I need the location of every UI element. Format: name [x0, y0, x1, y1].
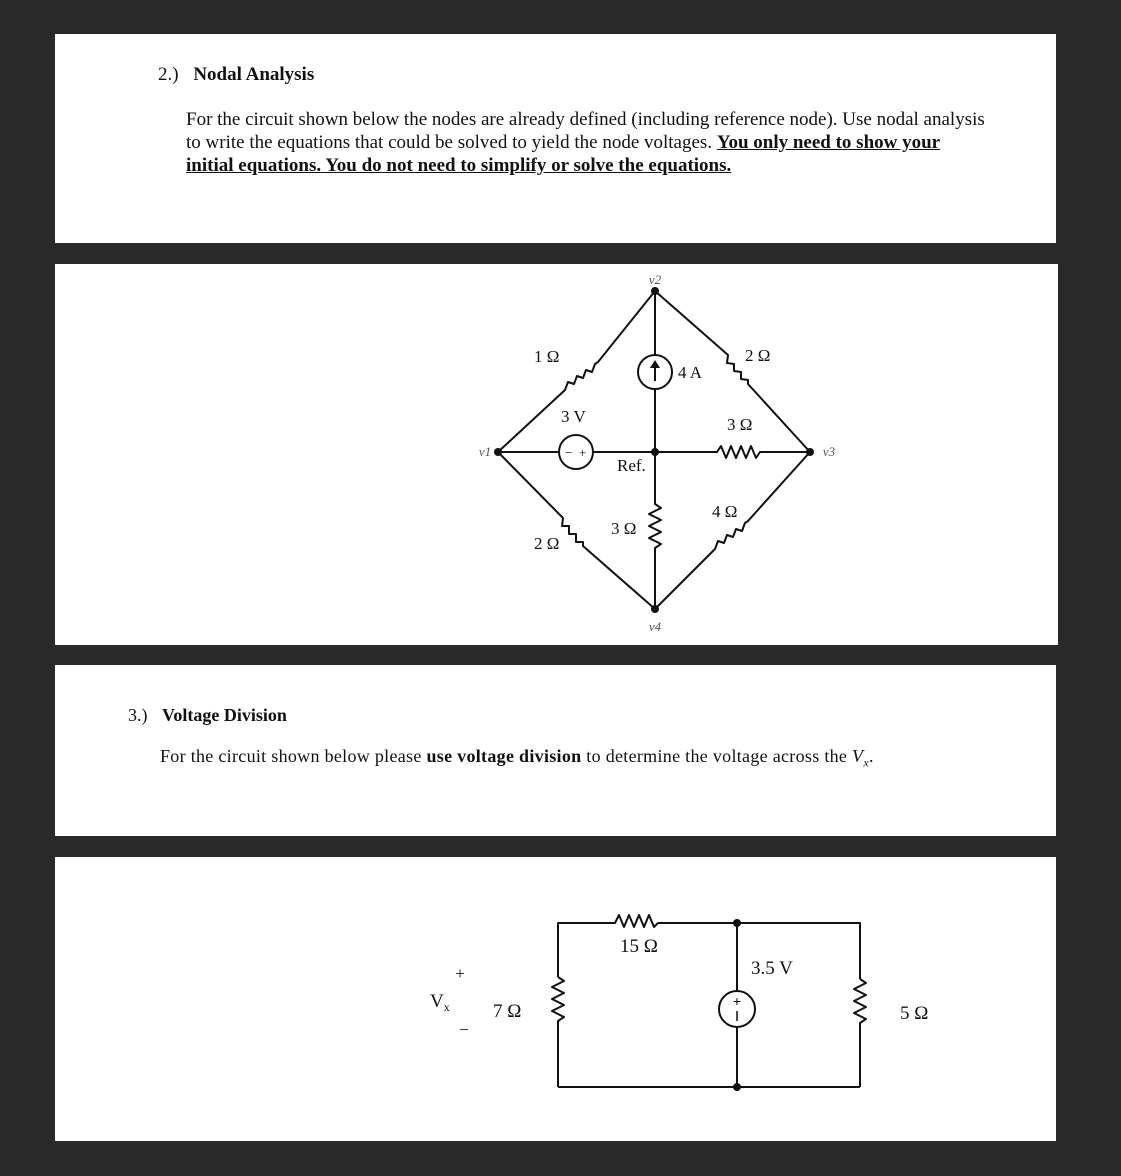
question-2-panel	[55, 34, 1056, 243]
junction-top	[733, 919, 741, 927]
question-number: 3.)	[128, 705, 148, 725]
question-title: Nodal Analysis	[193, 64, 315, 85]
label-v2: v2	[648, 272, 662, 287]
label-v3: v3	[822, 444, 836, 459]
label-vx-minus: −	[459, 1020, 469, 1039]
label-4ohm: 4 Ω	[712, 502, 738, 521]
node-v1	[494, 448, 502, 456]
text-before: For the circuit shown below please	[160, 746, 422, 766]
label-15ohm: 15 Ω	[620, 936, 658, 957]
label-4a: 4 A	[678, 363, 703, 382]
instructions-emphasis: You only need to show your initial equations. You do not need to simplify or solve the equations.	[186, 132, 941, 176]
label-3ohm-right: 3 Ω	[727, 415, 753, 434]
node-ref	[651, 448, 659, 456]
resistor-15ohm	[558, 915, 860, 979]
junction-bottom	[733, 1083, 741, 1091]
label-vx: $V_x$	[430, 991, 450, 1014]
voltage-division-circuit-diagram	[55, 857, 1056, 1141]
nodal-circuit-diagram	[55, 264, 1058, 645]
arrowhead-icon	[650, 360, 660, 368]
resistor-5ohm	[854, 979, 866, 1087]
question-3-instructions	[160, 745, 1040, 774]
resistor-7ohm	[552, 977, 564, 1087]
resistor-3ohm-right	[655, 446, 810, 458]
instructions-text: For the circuit shown below the nodes are already defined (including reference node). Use nodal analysis to write the equations that could be solved to yield the node voltages.	[186, 109, 985, 153]
node-v2	[651, 287, 659, 295]
plus-icon: +	[579, 445, 587, 460]
question-title: Voltage Division	[162, 705, 287, 725]
question-3-panel	[55, 665, 1056, 836]
label-3-5v: 3.5 V	[751, 958, 793, 979]
label-1ohm: 1 Ω	[534, 347, 560, 366]
question-3-heading	[128, 705, 287, 726]
node-v4	[651, 605, 659, 613]
label-7ohm: 7 Ω	[493, 1001, 522, 1022]
minus-icon: −	[565, 445, 573, 460]
label-5ohm: 5 Ω	[900, 1003, 929, 1024]
label-2ohm-bottom: 2 Ω	[534, 534, 560, 553]
question-number: 2.)	[158, 64, 179, 85]
label-3v: 3 V	[561, 407, 586, 426]
label-v1: v1	[478, 444, 492, 459]
text-after: to determine the voltage across the	[586, 746, 848, 766]
resistor-1ohm	[498, 291, 655, 452]
plus-icon: +	[732, 993, 742, 1009]
text-bold: use voltage division	[426, 746, 582, 766]
resistor-4ohm	[655, 452, 810, 609]
label-2ohm-top: 2 Ω	[745, 346, 771, 365]
vx-variable: $V_x$	[852, 746, 869, 770]
question-2-instructions	[186, 108, 986, 177]
node-v3	[806, 448, 814, 456]
label-ref: Ref.	[617, 456, 646, 475]
label-vx-plus: +	[455, 964, 465, 983]
label-3ohm-bottom: 3 Ω	[611, 519, 637, 538]
label-v4: v4	[648, 619, 662, 634]
resistor-3ohm-bottom	[649, 452, 661, 609]
voltage-division-circuit-panel	[55, 857, 1056, 1141]
question-2-heading	[158, 64, 314, 86]
nodal-circuit-panel	[55, 264, 1058, 645]
text-end: .	[868, 746, 874, 766]
